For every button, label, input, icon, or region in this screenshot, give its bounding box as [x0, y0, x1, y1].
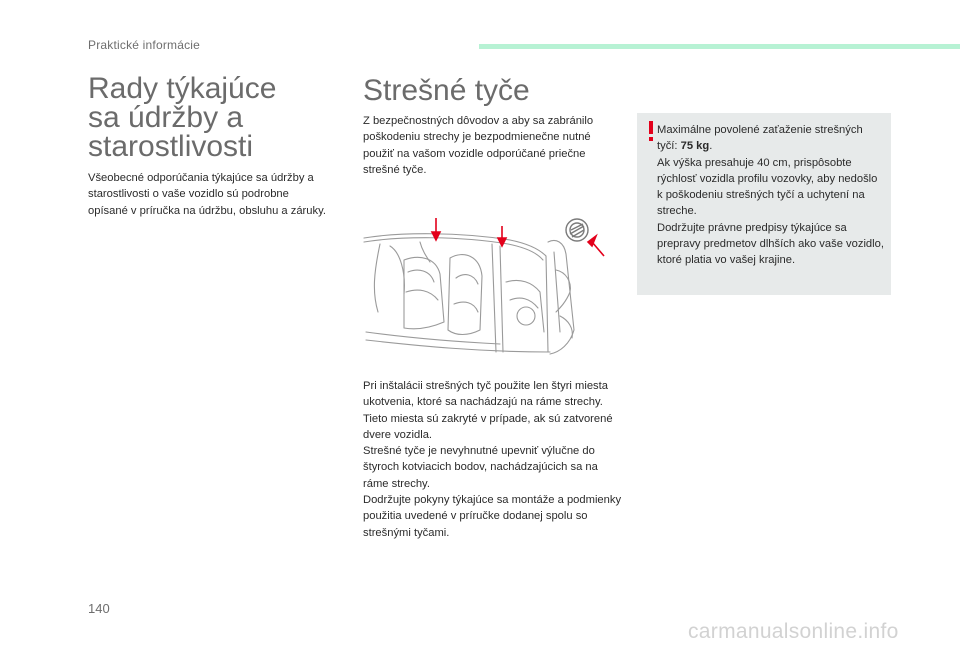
maintenance-paragraph: Všeobecné odporúčania týkajúce sa údržby a starostlivosti o vaše vozidlo sú podrobne opísané v príručka na údržbu, obsluhu a záruky.: [88, 172, 326, 217]
regulations-note: Dodržujte právne predpisy týkajúce sa prepravy predmetov dlhších ako vaše vozidlo, ktoré platia vo vašej krajine.: [657, 221, 884, 267]
max-load-suffix: .: [709, 140, 713, 153]
instruction-fixing-points: Strešné tyče je nevyhnutné upevniť výlučne do štyroch kotviacich bodov, nachádzajúcich sa na ráme strechy.: [363, 445, 598, 490]
max-load-value: 75 kg: [680, 140, 710, 153]
exclamation-warning-icon: [648, 121, 654, 141]
page-number: 140: [88, 601, 110, 616]
height-note: Ak výška presahuje 40 cm, prispôsobte rýchlosť vozidla profilu vozovky, aby nedošlo k poškodeniu strešných tyčí a uchytení na streche.: [657, 156, 878, 218]
max-load-label: Maximálne povolené zaťaženie strešných tyčí:: [657, 124, 863, 153]
watermark: carmanualsonline.info: [688, 620, 899, 643]
roof-bar-anchor-illustration: [360, 212, 618, 362]
roof-bars-title: Strešné tyče: [363, 74, 530, 107]
instruction-follow-guide: Dodržujte pokyny týkajúce sa montáže a podmienky použitia uvedené v príručke dodanej spolu so strešnými tyčami.: [363, 494, 622, 539]
instruction-anchor-points: Pri inštalácii strešných tyč použite len štyri miesta ukotvenia, ktoré sa nachádzajú na ráme strechy. Tieto miesta sú zakryté v prípade, ak sú zatvorené dvere vozidla.: [363, 380, 613, 441]
roof-bars-instructions: [363, 378, 625, 541]
maintenance-title: Rady týkajúce sa údržby a starostlivosti: [88, 72, 277, 163]
header-accent-bar: [479, 44, 960, 49]
max-load-line: [657, 122, 885, 155]
roof-bars-intro: Z bezpečnostných dôvodov a aby sa zabránilo poškodeniu strechy je bezpodmienečne nutné použiť na vašom vozidle odporúčané priečne strešné tyče.: [363, 115, 594, 176]
section-label: Praktické informácie: [88, 38, 201, 52]
warning-text: [657, 122, 885, 269]
